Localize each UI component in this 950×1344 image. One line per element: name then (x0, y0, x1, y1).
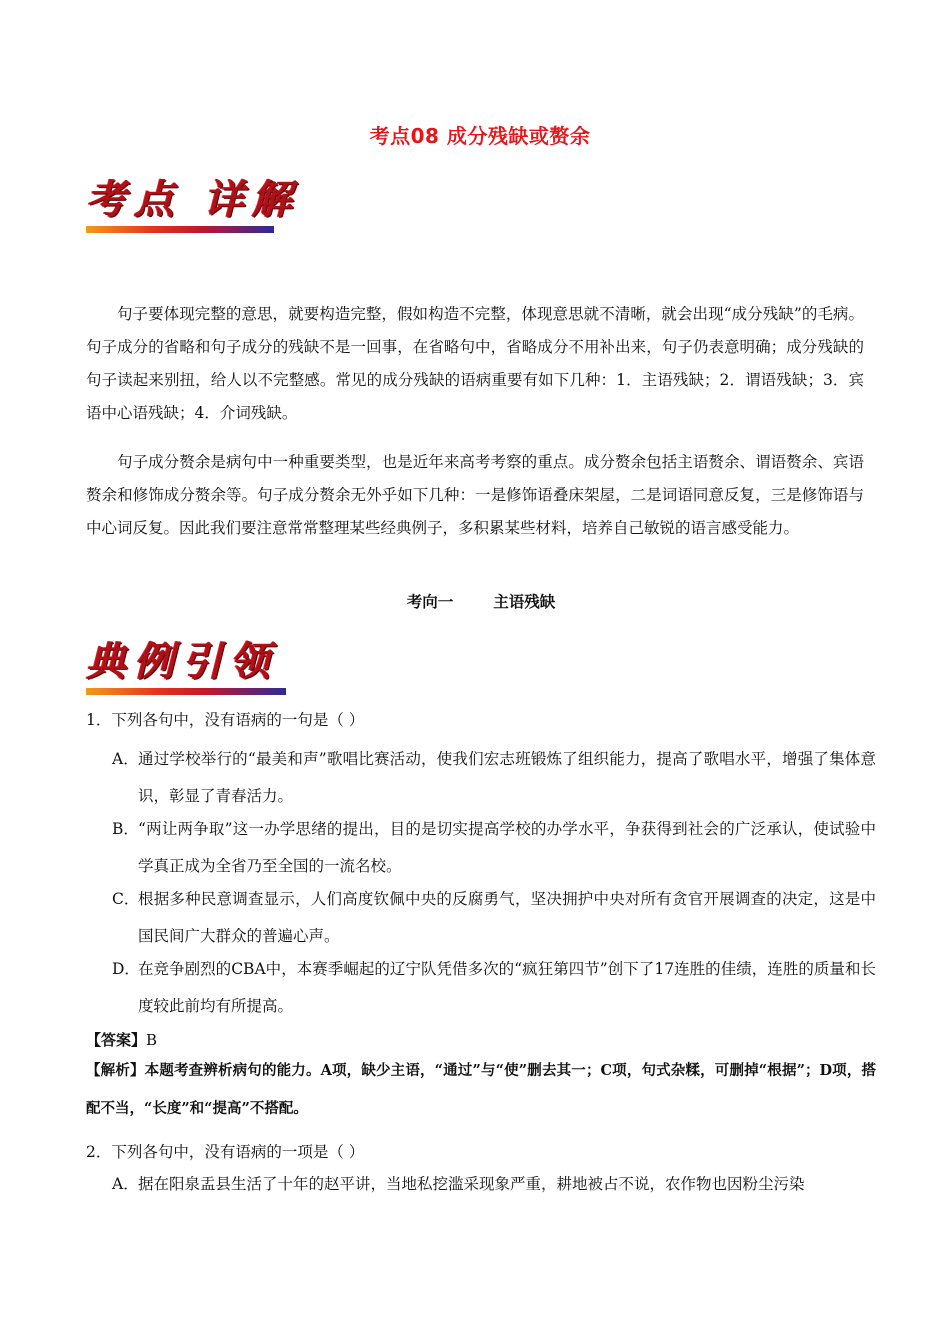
option-letter: D． (112, 960, 140, 978)
intro-paragraph-1: 句子要体现完整的意思，就要构造完整，假如构造不完整，体现意思就不清晰，就会出现“成分残缺”的毛病。句子成分的省略和句子成分的残缺不是一回事，在省略句中，省略成分不用补出来，句子仍表意明确；成分残缺的句子读起来别扭，给人以不完整感。常见的成分残缺的语病重要有如下几种：1．主语残缺；2．谓语残缺；3．宾语中心语残缺；4．介词残缺。 (86, 305, 864, 422)
banner-detail-underline (86, 226, 274, 233)
question-2-option-a (112, 1166, 876, 1203)
answer-value: B (146, 1031, 158, 1049)
question-1-option-a (112, 741, 876, 815)
section-name: 主语残缺 (493, 592, 556, 611)
question-2-stem: 2．下列各句中，没有语病的一项是（ ） (86, 1143, 365, 1161)
analysis-text: 本题考查辨析病句的能力。A项，缺少主语，“通过”与“使”删去其一；C项，句式杂糅，可删掉“根据”；D项，搭配不当，“长度”和“提高”不搭配。 (86, 1062, 877, 1117)
banner-example (86, 638, 286, 695)
option-letter: A． (112, 750, 139, 768)
intro-paragraph-2: 句子成分赘余是病句中一种重要类型，也是近年来高考考察的重点。成分赘余包括主语赘余、谓语赘余、宾语赘余和修饰成分赘余等。句子成分赘余无外乎如下几种：一是修饰语叠床架屋，二是词语同意反复，三是修饰语与中心词反复。因此我们要注意常常整理某些经典例子，多积累某些材料，培养自己敏锐的语言感受能力。 (86, 453, 864, 537)
banner-detail-text: 考点 详解 (86, 176, 300, 223)
option-text: 在竞争剧烈的CBA中，本赛季崛起的辽宁队凭借多次的“疯狂第四节”创下了17连胜的佳绩，连胜的质量和长度较此前均有所提高。 (138, 960, 876, 1015)
analysis-label: 【解析】 (86, 1062, 145, 1079)
answer-label: 【答案】 (86, 1031, 147, 1049)
option-text: 根据多种民意调查显示，人们高度钦佩中央的反腐勇气，坚决拥护中央对所有贪官开展调查的决定，这是中国民间广大群众的普遍心声。 (138, 890, 876, 945)
question-1-answer (86, 1025, 157, 1055)
question-1-option-d (112, 951, 876, 1025)
option-letter: A． (112, 1175, 139, 1193)
option-text: 通过学校举行的“最美和声”歌唱比赛活动，使我们宏志班锻炼了组织能力，提高了歌唱水平，增强了集体意识，彰显了青春活力。 (138, 750, 876, 805)
banner-example-underline (86, 688, 286, 695)
option-letter: B． (112, 820, 139, 838)
option-text: 据在阳泉盂县生活了十年的赵平讲，当地私挖滥采现象严重，耕地被占不说，农作物也因粉尘污染 (138, 1175, 805, 1193)
banner-example-text: 典例引领 (86, 638, 278, 685)
banner-detail (86, 176, 300, 233)
option-text: “两让两争取”这一办学思绪的提出，目的是切实提高学校的办学水平，争获得到社会的广泛承认，使试验中学真正成为全省乃至全国的一流名校。 (138, 820, 876, 875)
question-1-option-b (112, 811, 876, 885)
option-letter: C． (112, 890, 140, 908)
question-1-stem: 1．下列各句中，没有语病的一句是（ ） (86, 711, 365, 729)
section-heading (0, 590, 950, 612)
page-title: 考点08 成分残缺或赘余 (369, 124, 591, 148)
question-1-analysis (86, 1052, 876, 1128)
section-label: 考向一 (406, 592, 454, 611)
question-1-option-c (112, 881, 876, 955)
